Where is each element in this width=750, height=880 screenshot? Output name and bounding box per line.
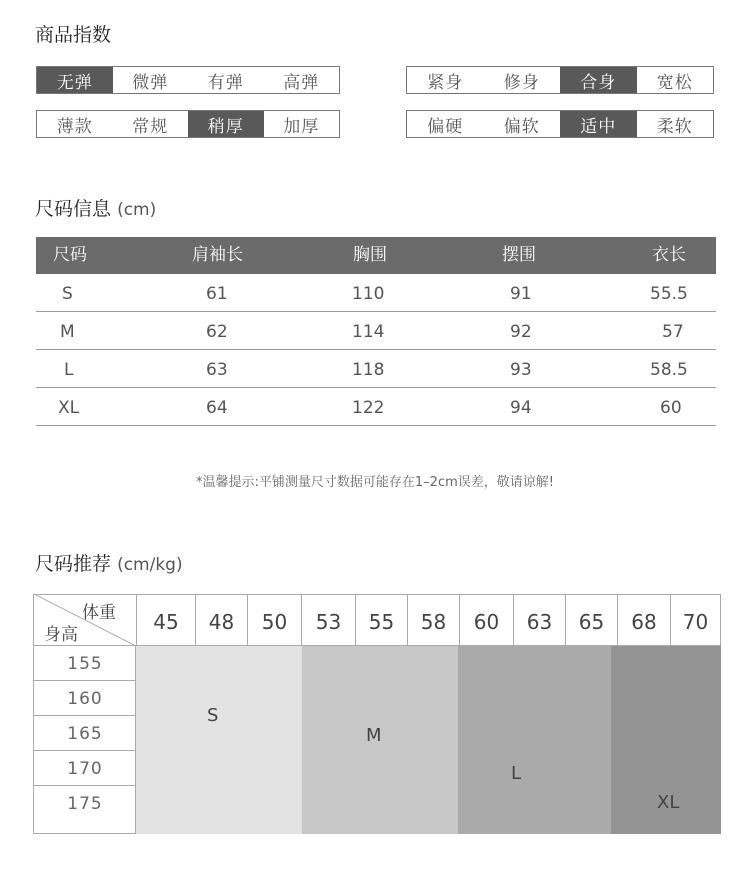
weight-cell: 55: [355, 594, 407, 646]
size-zone-l: [458, 646, 611, 834]
softness-option: 柔软: [656, 116, 693, 137]
thickness-selector: [36, 110, 340, 138]
size-cell: 64: [206, 398, 228, 418]
height-cell: 175: [67, 794, 103, 814]
thickness-option: 常规: [132, 116, 169, 137]
size-zone-xl: [611, 646, 721, 834]
height-cell: 155: [34, 646, 136, 681]
softness-option: 偏硬: [427, 116, 464, 137]
table-row: [36, 274, 716, 312]
fit-option: 宽松: [656, 72, 693, 93]
size-cell: XL: [58, 398, 80, 418]
size-info-unit: (cm): [117, 200, 157, 220]
elasticity-option: 有弹: [207, 72, 244, 93]
measurement-note: *温馨提示:平铺测量尺寸数据可能存在1–2cm误差，敬请谅解!: [196, 475, 554, 490]
size-cell: 60: [660, 398, 682, 418]
size-cell: 61: [206, 284, 228, 304]
corner-cell: [33, 594, 135, 646]
size-recommend-unit: (cm/kg): [117, 555, 183, 575]
softness-option: 适中: [560, 111, 637, 137]
size-cell: 118: [352, 360, 385, 380]
fit-option: 合身: [560, 67, 637, 93]
size-header-cell: 胸围: [353, 245, 387, 265]
softness-option: 偏软: [503, 116, 540, 137]
weight-cell: 45: [136, 594, 195, 646]
size-info-title-text: 尺码信息: [35, 198, 112, 220]
table-row: [36, 312, 716, 350]
height-cell: 160: [34, 681, 136, 716]
size-cell: 92: [510, 322, 532, 342]
size-header-cell: 尺码: [53, 245, 87, 265]
thickness-option: 稍厚: [188, 111, 264, 137]
weight-cell: 63: [513, 594, 565, 646]
size-cell: 55.5: [650, 284, 688, 304]
size-info-title: [35, 194, 156, 221]
elasticity-option: 无弹: [37, 67, 113, 93]
zone-label: M: [366, 725, 382, 746]
corner-weight-label: 体重: [82, 603, 116, 623]
weight-cell: 53: [301, 594, 355, 646]
size-recommend-title-text: 尺码推荐: [35, 553, 112, 575]
size-cell: 110: [352, 284, 385, 304]
size-cell: 94: [510, 398, 532, 418]
weight-cell: 70: [670, 594, 721, 646]
fit-option: 紧身: [427, 72, 464, 93]
size-cell: 57: [662, 322, 684, 342]
size-cell: 114: [352, 322, 385, 342]
zone-label: L: [511, 763, 522, 784]
size-header-cell: 肩袖长: [192, 245, 243, 265]
size-cell: L: [64, 360, 74, 380]
size-cell: 62: [206, 322, 228, 342]
elasticity-option: 微弹: [132, 72, 169, 93]
size-zone-s: [136, 646, 302, 834]
weight-cell: 50: [247, 594, 301, 646]
size-cell: M: [60, 322, 75, 342]
thickness-option: 薄款: [56, 116, 93, 137]
size-cell: 122: [352, 398, 385, 418]
table-row: [36, 388, 716, 426]
weight-cell: 48: [195, 594, 247, 646]
size-recommend-title: [35, 549, 183, 576]
elasticity-selector: [36, 66, 340, 94]
size-header-cell: 衣长: [652, 245, 686, 265]
fit-option: 修身: [503, 72, 540, 93]
product-index-title: 商品指数: [35, 24, 112, 46]
size-recommend-grid: [33, 594, 721, 834]
zone-label: XL: [657, 792, 680, 813]
softness-selector: [406, 110, 714, 138]
table-row: [36, 350, 716, 388]
zone-label: S: [207, 705, 219, 726]
size-cell: S: [62, 284, 73, 304]
size-table-header: [36, 237, 716, 274]
weight-cell: 60: [459, 594, 513, 646]
height-cell: 170: [34, 751, 136, 786]
thickness-option: 加厚: [283, 116, 320, 137]
height-column: [33, 646, 136, 834]
weight-cell: 68: [617, 594, 670, 646]
size-cell: 91: [510, 284, 532, 304]
size-header-cell: 摆围: [502, 245, 536, 265]
height-cell: 165: [34, 716, 136, 751]
fit-selector: [406, 66, 714, 94]
weight-cell: 58: [407, 594, 459, 646]
size-zone-m: [302, 646, 458, 834]
elasticity-option: 高弹: [283, 72, 320, 93]
size-cell: 58.5: [650, 360, 688, 380]
corner-height-label: 身高: [44, 625, 78, 645]
size-cell: 63: [206, 360, 228, 380]
size-cell: 93: [510, 360, 532, 380]
weight-cell: 65: [565, 594, 617, 646]
